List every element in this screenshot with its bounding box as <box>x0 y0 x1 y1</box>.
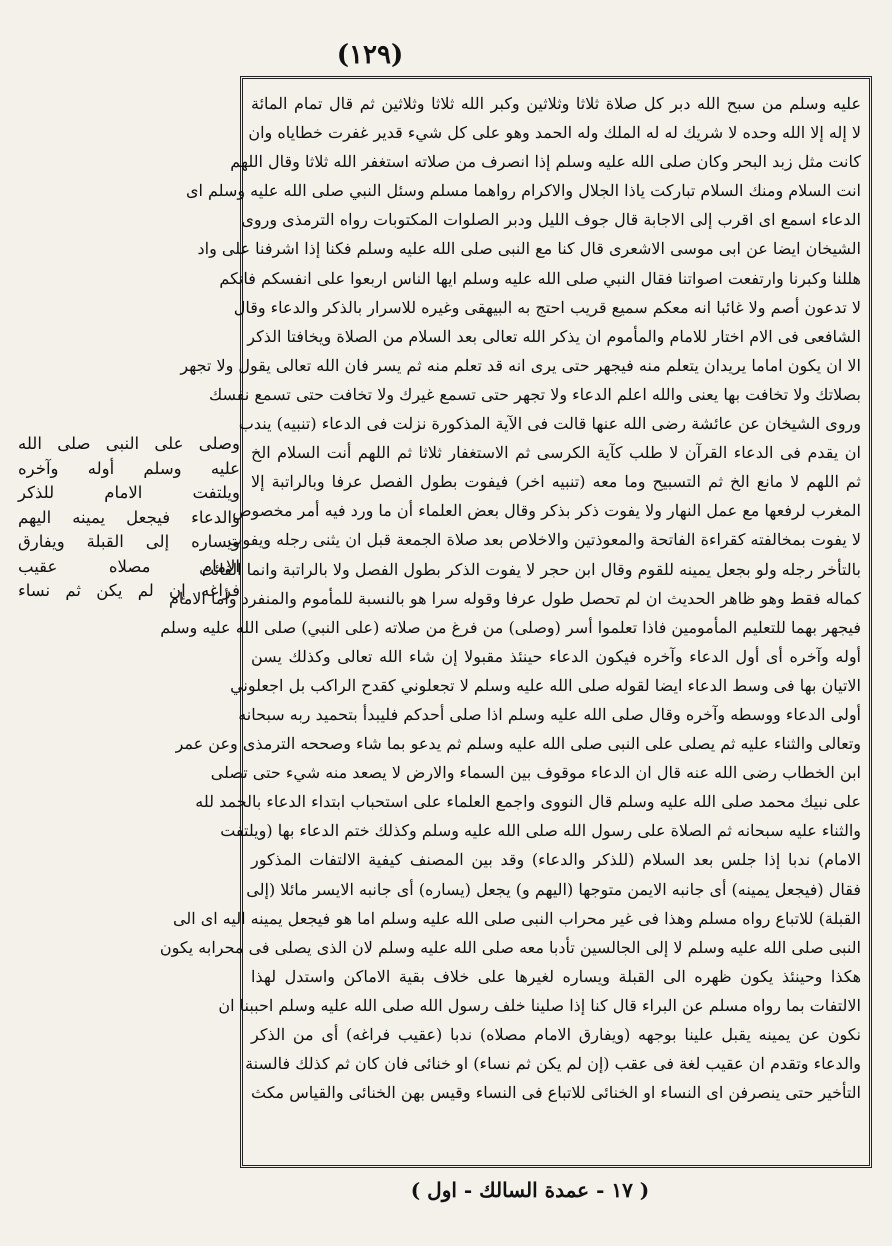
text-line: والدعاء وتقدم ان عقيب لغة فى عقب (إن لم يكن ثم نساء) او خنائى فان كان ثم كذلك فالسنة <box>245 1054 861 1074</box>
text-line: بصلاتك ولا تخافت بها يعنى والله اعلم الدعاء ولا تجهر حتى تسمع غيرك ولا تخافت حتى تسمع نفسك <box>208 384 861 404</box>
text-line: النبى صلى الله عليه وسلم لا إلى الجالسين تأدبا معه صلى الله عليه وسلم لان الذى يصلى فى محرابه يكون <box>159 937 861 957</box>
text-line: عليه وسلم من سبح الله دبر كل صلاة ثلاثا وثلاثين وكبر الله ثلاثا وثلاثين ثم قال تمام المائة <box>251 94 861 113</box>
margin-line: والدعاء فيجعل يمينه اليهم <box>18 507 240 527</box>
page-number: (١٢٩) <box>336 40 404 70</box>
text-line: ان يقدم فى الدعاء القرآن لا طلب كآية الكرسى ثم الاستغفار ثلاثا ثم اللهم أنت السلام الخ <box>251 443 861 463</box>
text-line: أولى الدعاء ووسطه وآخره وقال صلى الله عليه وسلم اذا صلى أحدكم فليبدأ بتحميد ربه سبحانه <box>238 704 861 724</box>
text-line: الاتيان بها فى وسط الدعاء ايضا لقوله صلى الله عليه وسلم لا تجعلوني كقدح الراكب بل اجعلوني <box>230 675 861 695</box>
text-line: وروى الشيخان عن عائشة رضى الله عنها قالت فى الآية المذكورة نزلت فى الدعاء (تنبيه) يندب <box>238 414 861 434</box>
text-line: نكون عن يمينه يقبل علينا بوجهه (ويفارق الامام مصلاه) ندبا (عقيب فراغه) أى من الذكر <box>251 1025 861 1044</box>
text-line: على نبيك محمد صلى الله عليه وسلم قال النووى واجمع العلماء على استحباب ابتداء الدعاء بالحمد لله <box>195 792 861 812</box>
text-line: انت السلام ومنك السلام تباركت ياذا الجلال والاكرام رواهما مسلم وسئل النبي صلى الله عليه وسلم اى <box>185 181 861 201</box>
text-line: الا ان يكون اماما يريدان يتعلم منه فيجهر حتى يرى انه قد تعلم منه ثم يسر فان الله تعالى يقول ولا تجهر <box>180 355 861 375</box>
margin-line: ويساره إلى القبلة ويفارق <box>18 532 240 551</box>
margin-line: ويلتفت الامام للذكر <box>18 483 240 502</box>
footer-signature: ( ١٧ - عمدة السالك - اول ) <box>410 1178 650 1202</box>
text-line: وتعالى والثناء عليه ثم يصلى على النبى صلى الله عليه وسلم ثم يدعو بما شاء وصححه الترمذى وعن عمر <box>175 734 861 754</box>
margin-line: وصلى على النبى صلى الله <box>18 434 240 453</box>
matn-margin-note <box>18 432 240 604</box>
text-line: ثم اللهم لا مانع الخ ثم التسبيح وما معه (تنبيه اخر) فيفوت بطول الفصل عرفا وبالراتبة إلا <box>251 472 861 492</box>
text-line: هكذا وحينئذ يكون ظهره الى القبلة ويساره لغيرها على خلاف بقية الاماكن واستدل لهذا <box>251 966 861 986</box>
text-line: الدعاء اسمع اى اقرب إلى الاجابة قال جوف الليل ودبر الصلوات المكتوبات رواه الترمذى وروى <box>241 210 861 230</box>
text-line: الشافعى فى الام اختار للامام والمأموم ان يذكر الله تعالى بعد السلام من الصلاة ويخافتا الذكر <box>247 326 861 346</box>
commentary-text-block <box>159 76 872 1168</box>
margin-line: فراغه إن لم يكن ثم نساء <box>18 581 240 600</box>
text-line: الالتفات بما رواه مسلم عن البراء قال كنا إذا صلينا خلف رسول الله صلى الله عليه وسلم احببنا ان <box>218 995 861 1015</box>
text-line: أوله وآخره أى أول الدعاء وآخره فيكون الدعاء حينئذ مقبولا إن شاء الله تعالى وكذلك يسن <box>251 646 861 666</box>
text-line: بالتأخر رجله ولو بجعل يمينه للقوم وقال ابن حجر لا يفوت الذكر بطول الفصل ولا بالراتبة وانما الفائت <box>199 559 861 579</box>
text-line: لا تدعون أصم ولا غائبا انه معكم سميع قريب احتج به البيهقى وغيره للاسرار بالذكر والدعاء وقال <box>233 297 861 317</box>
text-line: الشيخان ايضا عن ابى موسى الاشعرى قال كنا مع النبى صلى الله عليه وسلم فكنا إذا اشرفنا على واد <box>197 239 861 259</box>
text-line: فيجهر بهما للتعليم المأمومين فاذا تعلموا أسر (وصلى) من فرغ من صلاته (على النبي) صلى الله عليه وسلم <box>160 617 861 637</box>
text-line: فقال (فيجعل يمينه) أى جانبه الايمن متوجها (اليهم و) يجعل (يساره) أى جانبه الايسر مائلا (إلى <box>246 879 861 899</box>
text-line: كماله فقط وهو ظاهر الحديث ان لم تحصل طول عرفا وقوله سرا هو بالنسبة للمأموم والمنفرد وأما الامام <box>168 588 861 608</box>
text-line: التأخير حتى ينصرفن اى النساء او الخنائى للاتباع فى النساء وقيس بهن الخنائى والقياس مكث <box>251 1083 861 1103</box>
text-line: والثناء عليه سبحانه ثم الصلاة على رسول الله صلى الله عليه وسلم وكذلك ختم الدعاء بها (ويلتفت <box>220 821 861 841</box>
text-line: لا يفوت بمخالفته كقراءة الفاتحة والمعوذتين والاخلاص بعد صلاة الجمعة قبل ان يثنى رجله ويفوت <box>227 530 861 550</box>
text-line: هللنا وكبرنا وارتفعت اصواتنا فقال النبي صلى الله عليه وسلم ايها الناس اربعوا على انفسكم فانكم <box>219 268 861 288</box>
text-line: المغرب لرفعها مع عمل النهار ولا يفوت ذكر بذكر وقال بعض العلماء أن ما ورد فيه أمر مخصوص <box>232 501 861 521</box>
text-line: لا إله إلا الله وحده لا شريك له له الملك وله الحمد وهو على كل شيء قدير غفرت خطاياه وان <box>248 123 861 143</box>
margin-line: عليه وسلم أوله وآخره <box>18 458 240 478</box>
text-line: كانت مثل زبد البحر وكان صلى الله عليه وسلم إذا انصرف من صلاته استغفر الله ثلاثا وقال اللهم <box>230 152 861 172</box>
text-line: الامام) ندبا إذا جلس بعد السلام (للذكر والدعاء) وقد بين المصنف كيفية الالتفات المذكور <box>251 850 861 870</box>
text-line: القبلة) للاتباع رواه مسلم وهذا فى غير محراب النبى صلى الله عليه وسلم اما هو فيجعل يمينه اليه اى الى <box>172 908 861 928</box>
text-line: ابن الخطاب رضى الله عنه قال ان الدعاء موقوف بين السماء والارض لا يصعد منه شيء حتى تصلى <box>210 763 861 783</box>
margin-line: الامام مصلاه عقيب <box>18 556 240 576</box>
